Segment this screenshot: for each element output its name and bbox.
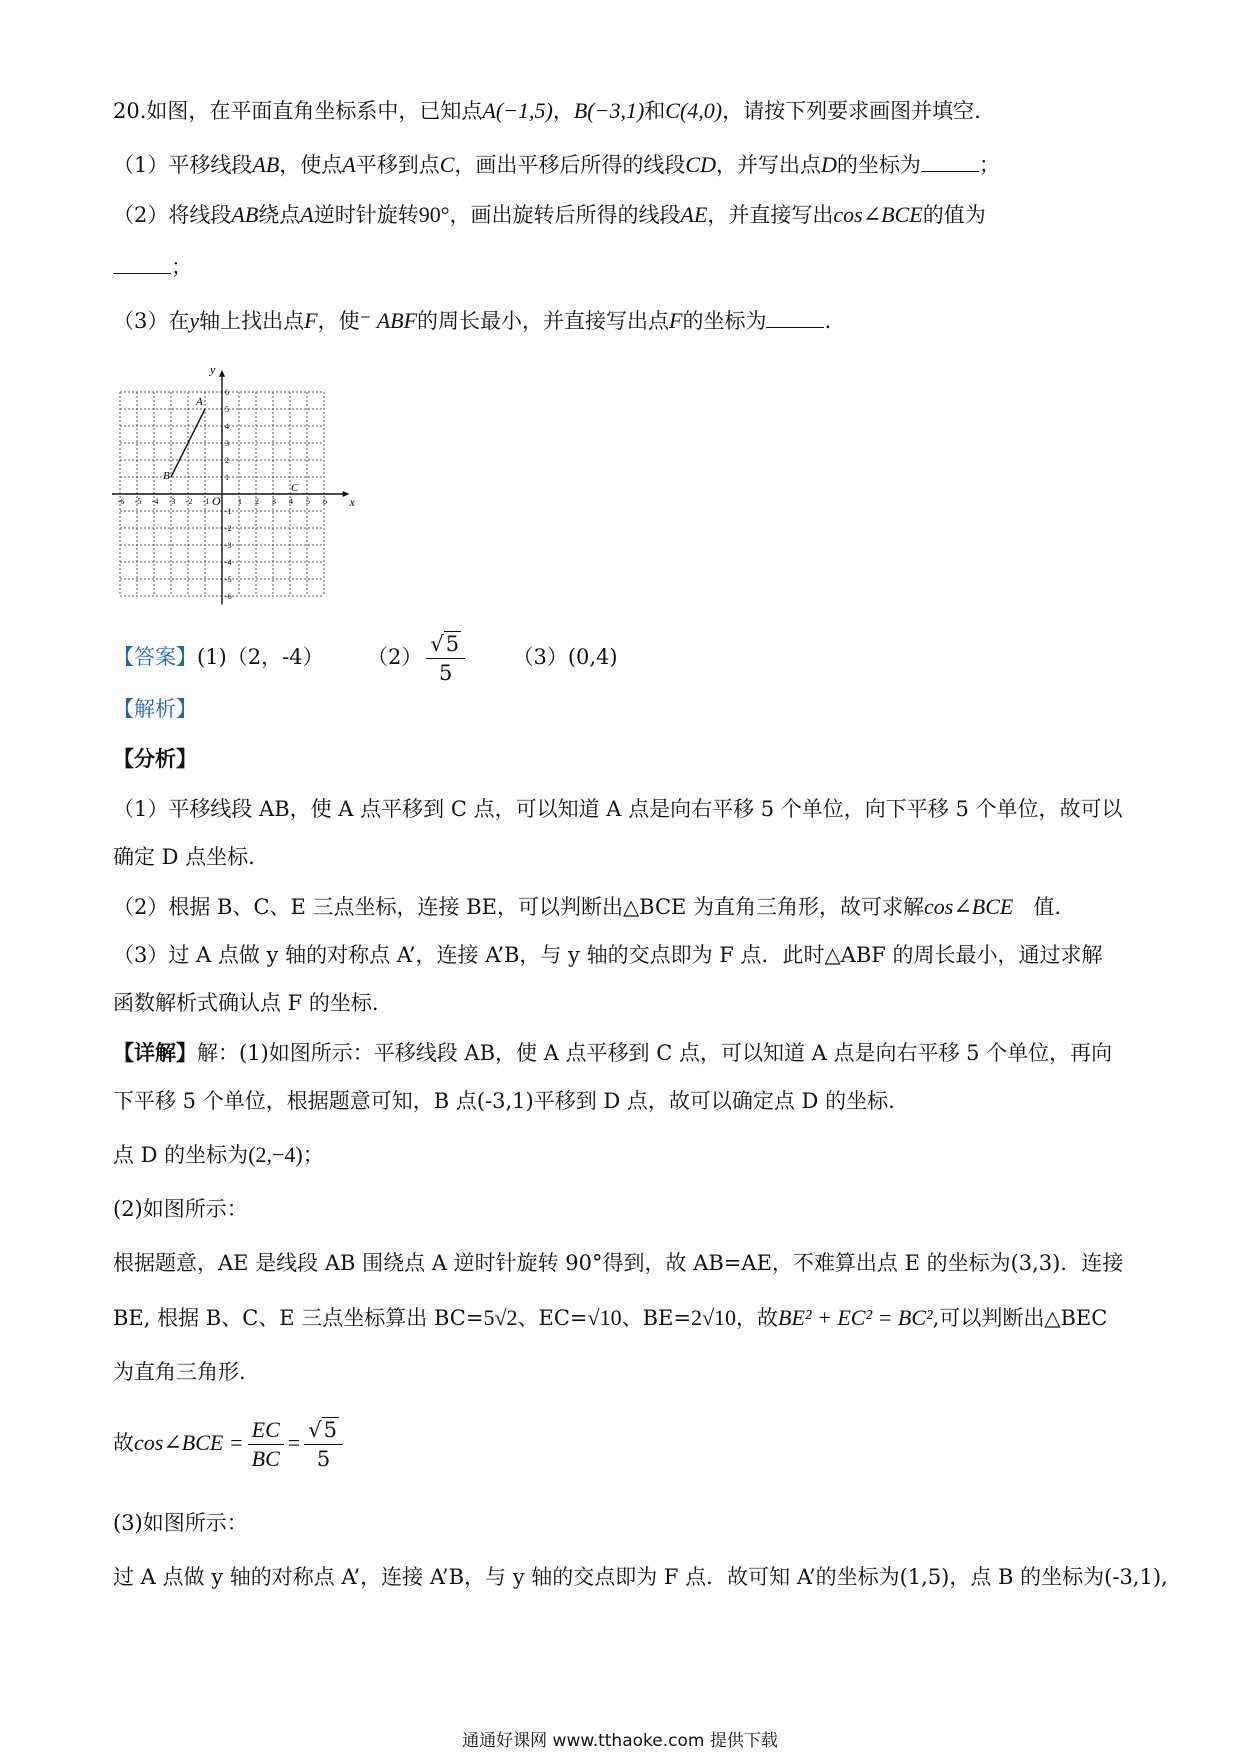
question-part-2-blank	[113, 252, 192, 282]
xiangjie-line-1	[113, 1038, 1112, 1068]
label-a: A	[196, 396, 203, 408]
fenxi-p3b: 函数解析式确认点 F 的坐标.	[113, 991, 379, 1015]
fenxi-tag: 【分析】	[113, 746, 197, 771]
q-math: AE	[680, 202, 708, 227]
x-tick-label: -6	[117, 497, 125, 506]
q-text: ，画出平移后所得的线段	[454, 153, 686, 177]
answer-line	[113, 630, 618, 685]
answer-tag: 【答案】	[113, 645, 197, 669]
xiangjie-math: 2√10	[690, 1305, 737, 1330]
xiangjie-line-6	[113, 1303, 1107, 1333]
x-tick-label: 6	[323, 497, 327, 506]
answer-blank[interactable]	[766, 309, 824, 328]
q-math: A	[342, 152, 356, 177]
ec-bc-fraction	[248, 1416, 284, 1473]
fenxi-math: cos∠BCE	[924, 894, 1014, 919]
xiangjie-text: 、EC=	[517, 1306, 588, 1330]
xiangjie-line-4: (2)如图所示：	[113, 1197, 248, 1221]
y-axis-label: y	[210, 362, 216, 377]
xiangjie-text: 、BE=	[621, 1306, 691, 1330]
y-tick-label: 6	[225, 388, 229, 397]
answer-2-prefix: （2）	[366, 645, 423, 669]
y-tick-label: 5	[225, 405, 229, 414]
x-tick-label: -1	[202, 497, 210, 506]
q-text: ，请按下列要求画图并填空.	[722, 99, 981, 123]
q-text: .	[824, 309, 832, 333]
y-tick-label: -2	[225, 524, 232, 533]
answer-blank[interactable]	[113, 255, 171, 274]
q-text: 轴上找出点	[199, 309, 305, 333]
sqrt5-fraction: $\frac{√5}{5}$	[304, 1416, 343, 1473]
answer-2-fraction: $\frac{√5}{5}$	[426, 630, 465, 687]
x-tick-label: 1	[238, 497, 242, 506]
q-text: ，使	[317, 309, 360, 333]
q-text: 的坐标为	[836, 153, 921, 177]
question-part-3	[113, 306, 831, 336]
fraction-denominator: 5	[316, 1447, 331, 1471]
q-text: （2）将线段	[113, 203, 232, 227]
xiangjie-line-3	[113, 1140, 324, 1170]
q-text: ，画出旋转后所得的线段	[449, 203, 681, 227]
y-tick-label: -4	[225, 558, 232, 567]
xiangjie-math: cos∠BCE =	[134, 1430, 244, 1455]
coordinate-graph	[112, 360, 372, 620]
y-tick-label: 1	[225, 473, 229, 482]
x-tick-label: -4	[151, 497, 159, 506]
xiangjie-math: (2,−4)	[248, 1142, 303, 1167]
fenxi-p1a: （1）平移线段 AB，使 A 点平移到 C 点，可以知道 A 点是向右平移 5 个单位，向下平移 5 个单位，故可以	[113, 797, 1123, 821]
fraction-numerator: EC	[248, 1416, 284, 1445]
xiangjie-math: BE² + EC² = BC²	[778, 1305, 933, 1330]
q-text: ，并直接写出	[707, 203, 834, 227]
q-text: 平移到点	[355, 153, 440, 177]
q-text: 的值为	[922, 203, 986, 227]
xiangjie-line-7: 为直角三角形.	[113, 1360, 246, 1384]
label-c: C	[291, 482, 299, 494]
point-a: A(−1,5)	[482, 98, 553, 123]
q-math: AB	[252, 152, 280, 177]
graph-marks	[163, 396, 299, 494]
x-axis-arrow	[343, 491, 350, 497]
q-text: 的周长最小，并直接写出点	[417, 309, 670, 333]
xiangjie-text: ；	[302, 1143, 324, 1167]
xiangjie-math: √10	[587, 1305, 622, 1330]
xiangjie-line-9: (3)如图所示：	[113, 1511, 248, 1535]
fraction-denominator: BC	[251, 1446, 280, 1471]
x-tick-label: -5	[134, 497, 142, 506]
xiangjie-text: BE, 根据 B、C、E 三点坐标算出 BC=	[113, 1306, 484, 1330]
q-math: C	[439, 152, 455, 177]
answer-blank[interactable]	[921, 153, 979, 172]
xiangjie-text: ，故	[736, 1306, 779, 1330]
q-text: ，使点	[279, 153, 343, 177]
fenxi-p3a: （3）过 A 点做 y 轴的对称点 A’，连接 A’B，与 y 轴的交点即为 F 点．此时△ABF 的周长最小，通过求解	[113, 943, 1103, 967]
q-math: AB	[231, 202, 259, 227]
q-text: （3）在	[113, 309, 190, 333]
q-math: CD	[685, 152, 716, 177]
xiangjie-math: 5√2	[483, 1305, 518, 1330]
question-part-1	[113, 150, 1000, 180]
axes	[112, 362, 355, 604]
xiangjie-line-5: 根据题意，AE 是线段 AB 围绕点 A 逆时针旋转 90°得到，故 AB=AE，不难算出点 E 的坐标为(3,3)．连接	[113, 1251, 1124, 1275]
y-tick-label: 3	[225, 439, 229, 448]
q-math: cos∠BCE	[833, 202, 923, 227]
xiangjie-text: 点 D 的坐标为	[113, 1143, 249, 1167]
q-text: 绕点	[258, 203, 301, 227]
q-text: ，	[552, 99, 574, 123]
y-tick-label: -6	[225, 592, 232, 601]
fenxi-p2	[113, 892, 1061, 922]
x-tick-label: 4	[289, 497, 293, 506]
q-math: y	[189, 308, 200, 333]
point-b: B(−3,1)	[573, 98, 645, 123]
x-tick-label: -3	[168, 497, 176, 506]
x-tick-label: 2	[255, 497, 259, 506]
point-c: C(4,0)	[665, 98, 723, 123]
q-text: 逆时针旋转	[313, 203, 419, 227]
q-math: 90°	[418, 202, 450, 227]
x-tick-label: 5	[306, 497, 310, 506]
fenxi-p1b: 确定 D 点坐标.	[113, 845, 255, 869]
xiangjie-text: 解：(1)如图所示：平移线段 AB，使 A 点平移到 C 点，可以知道 A 点是向右平移 5 个单位，再向	[197, 1041, 1113, 1065]
q-text: 的坐标为	[682, 309, 767, 333]
question-line-1	[113, 96, 981, 126]
y-tick-label: -3	[225, 541, 232, 550]
q-text: ；	[171, 255, 192, 279]
q-text: ；	[978, 153, 1000, 177]
xiangjie-math: =	[287, 1430, 301, 1455]
q-text: ，并写出点	[715, 153, 821, 177]
x-tick-label: 3	[272, 497, 276, 506]
q-math: F	[669, 308, 683, 333]
question-part-2	[113, 200, 986, 230]
fenxi-text: 值.	[1033, 895, 1062, 919]
xiangjie-line-2: 下平移 5 个单位，根据题意可知，B 点(-3,1)平移到 D 点，故可以确定点 D 的坐标.	[113, 1089, 895, 1113]
y-tick-label: -1	[225, 507, 232, 516]
jiexi-tag: 【解析】	[113, 697, 197, 721]
fenxi-text: （2）根据 B、C、E 三点坐标，连接 BE，可以判断出△BCE 为直角三角形，故可求解	[113, 895, 925, 919]
q-text: 和	[644, 99, 666, 123]
xiangjie-text: 故	[113, 1431, 134, 1455]
label-b: B	[163, 470, 170, 482]
y-tick-label: 2	[225, 456, 229, 465]
q-math: F	[304, 308, 318, 333]
sqrt-radicand: 5	[445, 632, 460, 656]
y-tick-label: -5	[225, 575, 232, 584]
q-math: D	[820, 152, 837, 177]
y-axis-arrow	[219, 370, 225, 377]
answer-1: (1)（2，-4）	[197, 645, 324, 669]
y-tick-label: 4	[225, 422, 229, 431]
footer: 通通好课网 www.tthaoke.com 提供下载	[462, 1731, 778, 1751]
q-text: （1）平移线段	[113, 153, 253, 177]
xiangjie-tag: 【详解】	[113, 1040, 197, 1065]
q-text: 20.如图，在平面直角坐标系中，已知点	[113, 99, 483, 123]
xiangjie-line-10: 过 A 点做 y 轴的对称点 A’，连接 A’B，与 y 轴的交点即为 F 点．故可知 A’的坐标为(1,5)，点 B 的坐标为(-3,1),	[113, 1565, 1168, 1589]
xiangjie-line-8	[113, 1410, 347, 1476]
x-tick-label: -2	[185, 497, 193, 506]
x-axis-label: x	[349, 495, 355, 509]
q-math: A	[300, 202, 314, 227]
origin-label: O	[212, 494, 221, 508]
answer-3: （3）(0,4)	[512, 645, 618, 669]
q-math: ⁻ ABF	[359, 308, 418, 333]
xiangjie-text: ,可以判断出△BEC	[932, 1306, 1108, 1330]
fraction-denominator: 5	[439, 661, 453, 685]
sqrt-radicand: 5	[323, 1418, 337, 1442]
